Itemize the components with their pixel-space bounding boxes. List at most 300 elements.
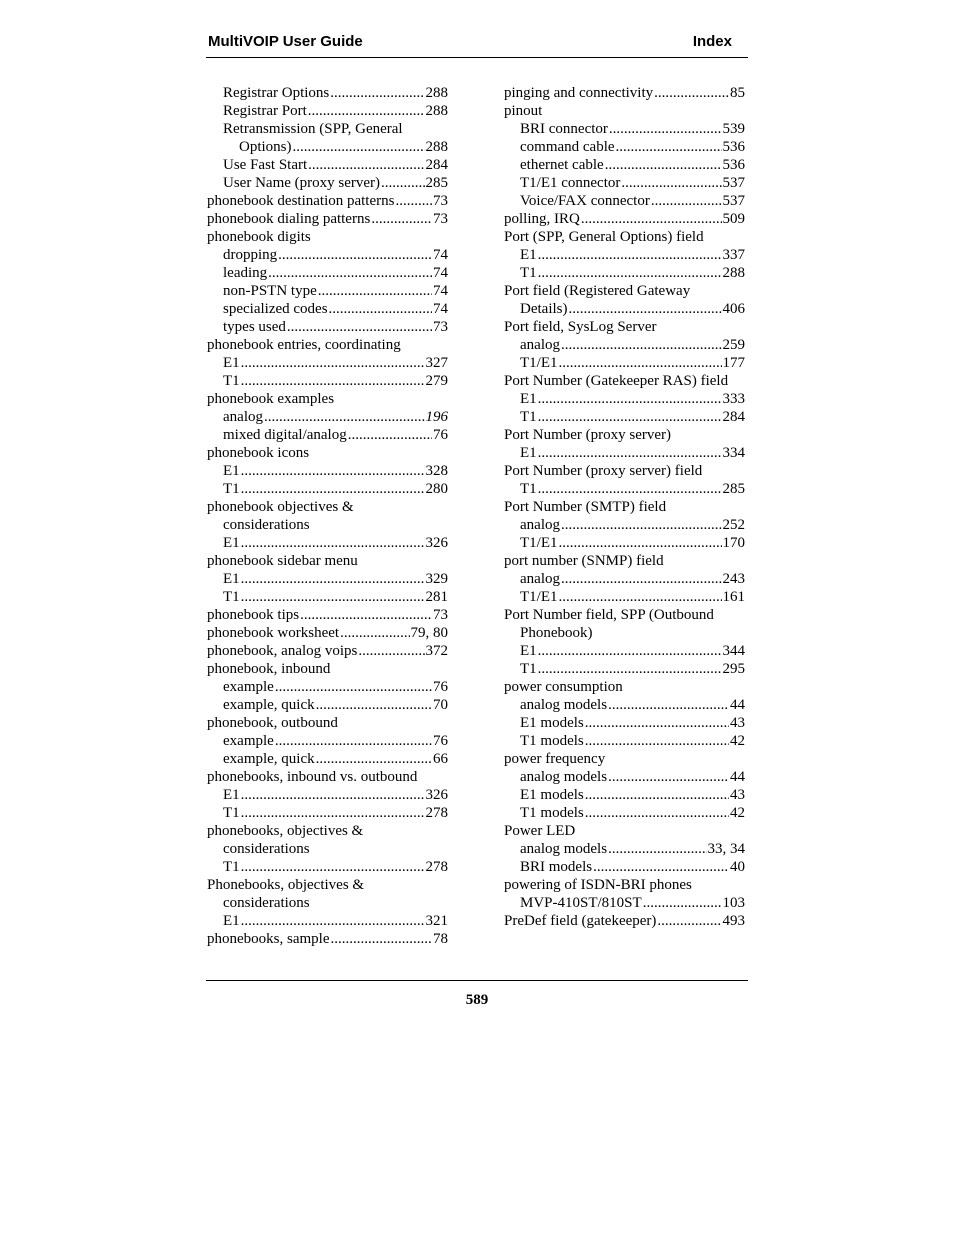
- index-term: Power LED: [504, 823, 576, 839]
- index-term: E1: [223, 571, 240, 587]
- page-reference: 536: [722, 139, 745, 155]
- index-entry: [207, 156, 448, 174]
- index-term: Options): [239, 139, 292, 155]
- page-reference: 288: [425, 85, 448, 101]
- leader-dots: [608, 696, 729, 714]
- page-reference: 285: [722, 481, 745, 497]
- index-entry: [504, 336, 745, 354]
- index-term: phonebooks, inbound vs. outbound: [207, 769, 418, 785]
- index-term: T1: [520, 409, 537, 425]
- index-entry: [207, 408, 448, 426]
- index-entry: [504, 876, 745, 894]
- index-term: phonebook dialing patterns: [207, 211, 371, 227]
- page-reference: 79, 80: [410, 625, 448, 641]
- index-entry: [207, 390, 448, 408]
- index-term: User Name (proxy server): [223, 175, 381, 191]
- index-term: phonebook sidebar menu: [207, 553, 358, 569]
- index-term: PreDef field (gatekeeper): [504, 913, 657, 929]
- index-term: T1: [223, 481, 240, 497]
- leader-dots: [330, 930, 432, 948]
- index-entry: [504, 282, 745, 300]
- leader-dots: [241, 372, 425, 390]
- index-entry: [207, 534, 448, 552]
- index-term: E1: [520, 247, 537, 263]
- index-entry: [207, 264, 448, 282]
- index-entry: [504, 192, 745, 210]
- index-entry: [504, 714, 745, 732]
- index-term: example, quick: [223, 751, 315, 767]
- index-entry: [207, 282, 448, 300]
- index-column-right: [504, 84, 745, 930]
- index-entry: [207, 498, 448, 516]
- index-term: analog: [520, 517, 560, 533]
- index-term: command cable: [520, 139, 615, 155]
- index-term: Phonebooks, objectives &: [207, 877, 365, 893]
- index-term: considerations: [223, 895, 310, 911]
- index-term: phonebook, analog voips: [207, 643, 358, 659]
- index-term: example: [223, 733, 274, 749]
- leader-dots: [608, 840, 706, 858]
- footer-rule: [206, 980, 748, 981]
- index-entry: [207, 930, 448, 948]
- index-term: phonebook digits: [207, 229, 311, 245]
- index-term: considerations: [223, 517, 310, 533]
- leader-dots: [654, 84, 729, 102]
- page-reference: 329: [425, 571, 448, 587]
- page-reference: 288: [425, 103, 448, 119]
- leader-dots: [605, 156, 722, 174]
- index-entry: [504, 408, 745, 426]
- index-entry: [207, 570, 448, 588]
- page-reference: 161: [722, 589, 745, 605]
- index-term: polling, IRQ: [504, 211, 580, 227]
- index-term: dropping: [223, 247, 278, 263]
- index-term: phonebooks, sample: [207, 931, 330, 947]
- index-term: types used: [223, 319, 286, 335]
- index-term: analog models: [520, 841, 608, 857]
- page-reference: 74: [433, 283, 448, 299]
- index-term: T1/E1: [520, 589, 558, 605]
- page-reference: 288: [425, 139, 448, 155]
- index-entry: [207, 768, 448, 786]
- page-reference: 177: [722, 355, 745, 371]
- index-term: phonebook objectives &: [207, 499, 354, 515]
- index-term: T1: [520, 481, 537, 497]
- index-term: port number (SNMP) field: [504, 553, 664, 569]
- index-entry: [504, 534, 745, 552]
- index-entry: [207, 804, 448, 822]
- leader-dots: [561, 516, 722, 534]
- index-term: Voice/FAX connector: [520, 193, 650, 209]
- index-term: E1 models: [520, 787, 584, 803]
- page-reference: 73: [433, 211, 448, 227]
- leader-dots: [585, 714, 729, 732]
- page-reference: 42: [730, 733, 745, 749]
- page-reference: 537: [722, 193, 745, 209]
- index-term: analog models: [520, 769, 608, 785]
- leader-dots: [381, 174, 424, 192]
- leader-dots: [568, 300, 721, 318]
- index-entry: [504, 462, 745, 480]
- index-term: E1: [520, 445, 537, 461]
- index-term: Port Number (proxy server): [504, 427, 672, 443]
- index-term: powering of ISDN-BRI phones: [504, 877, 692, 893]
- index-term: Details): [520, 301, 568, 317]
- page-reference: 252: [722, 517, 745, 533]
- page-reference: 285: [425, 175, 448, 191]
- index-term: T1: [223, 805, 240, 821]
- index-term: Registrar Port: [223, 103, 307, 119]
- page-reference: 74: [433, 265, 448, 281]
- page-reference: 43: [730, 787, 745, 803]
- index-term: phonebook destination patterns: [207, 193, 395, 209]
- index-term: T1: [520, 265, 537, 281]
- index-term: phonebooks, objectives &: [207, 823, 364, 839]
- index-entry: [207, 480, 448, 498]
- page-reference: 537: [722, 175, 745, 191]
- page-reference: 243: [722, 571, 745, 587]
- index-term: Phonebook): [520, 625, 593, 641]
- leader-dots: [329, 300, 432, 318]
- index-entry: [207, 210, 448, 228]
- page-reference: 73: [433, 193, 448, 209]
- index-entry: [207, 624, 448, 642]
- index-entry: [207, 102, 448, 120]
- index-entry: [207, 732, 448, 750]
- page-reference: 334: [722, 445, 745, 461]
- leader-dots: [559, 588, 722, 606]
- index-entry: [504, 300, 745, 318]
- leader-dots: [651, 192, 722, 210]
- index-entry: [207, 516, 448, 534]
- leader-dots: [538, 444, 722, 462]
- leader-dots: [264, 408, 425, 426]
- index-term: T1/E1 connector: [520, 175, 621, 191]
- page-reference: 196: [425, 409, 448, 425]
- page-reference: 539: [722, 121, 745, 137]
- index-term: Port Number (SMTP) field: [504, 499, 667, 515]
- page-reference: 42: [730, 805, 745, 821]
- page-header: [206, 33, 748, 53]
- index-term: analog: [520, 337, 560, 353]
- index-term: analog models: [520, 697, 608, 713]
- index-entry: [504, 786, 745, 804]
- index-term: mixed digital/analog: [223, 427, 347, 443]
- page-reference: 295: [722, 661, 745, 677]
- index-entry: [504, 660, 745, 678]
- leader-dots: [340, 624, 409, 642]
- leader-dots: [358, 642, 424, 660]
- index-term: ethernet cable: [520, 157, 604, 173]
- index-entry: [504, 840, 745, 858]
- index-entry: [504, 822, 745, 840]
- leader-dots: [559, 354, 722, 372]
- index-entry: [207, 192, 448, 210]
- index-term: T1 models: [520, 733, 584, 749]
- index-entry: [207, 336, 448, 354]
- index-entry: [504, 678, 745, 696]
- index-term: E1: [223, 463, 240, 479]
- index-entry: [504, 750, 745, 768]
- index-entry: [207, 714, 448, 732]
- leader-dots: [293, 138, 425, 156]
- index-term: MVP-410ST/810ST: [520, 895, 642, 911]
- index-entry: [504, 732, 745, 750]
- index-term: E1 models: [520, 715, 584, 731]
- index-entry: [504, 426, 745, 444]
- index-term: phonebook icons: [207, 445, 310, 461]
- index-entry: [504, 912, 745, 930]
- index-entry: [207, 318, 448, 336]
- index-entry: [504, 372, 745, 390]
- index-entry: [207, 246, 448, 264]
- index-term: T1: [223, 859, 240, 875]
- index-term: power consumption: [504, 679, 623, 695]
- leader-dots: [275, 678, 432, 696]
- index-entry: [207, 138, 448, 156]
- index-entry: [207, 588, 448, 606]
- leader-dots: [561, 336, 722, 354]
- index-term: Port Number field, SPP (Outbound: [504, 607, 714, 623]
- index-entry: [504, 102, 745, 120]
- leader-dots: [585, 804, 729, 822]
- index-term: phonebook, inbound: [207, 661, 331, 677]
- index-term: T1/E1: [520, 355, 558, 371]
- document-title: MultiVOIP User Guide: [208, 33, 363, 50]
- index-entry: [504, 354, 745, 372]
- index-entry: [207, 822, 448, 840]
- page-reference: 278: [425, 859, 448, 875]
- index-term: analog: [520, 571, 560, 587]
- leader-dots: [278, 246, 432, 264]
- index-entry: [207, 228, 448, 246]
- leader-dots: [559, 534, 722, 552]
- index-entry: [504, 516, 745, 534]
- page-reference: 103: [722, 895, 745, 911]
- index-entry: [207, 174, 448, 192]
- page-reference: 43: [730, 715, 745, 731]
- leader-dots: [538, 246, 722, 264]
- index-entry: [504, 480, 745, 498]
- leader-dots: [241, 462, 425, 480]
- page-reference: 76: [433, 679, 448, 695]
- leader-dots: [316, 750, 432, 768]
- leader-dots: [585, 732, 729, 750]
- index-term: phonebook examples: [207, 391, 335, 407]
- index-term: Port Number (proxy server) field: [504, 463, 703, 479]
- section-title: Index: [692, 33, 732, 50]
- page-reference: 78: [433, 931, 448, 947]
- index-term: E1: [223, 535, 240, 551]
- index-entry: [207, 786, 448, 804]
- index-entry: [504, 444, 745, 462]
- index-term: power frequency: [504, 751, 606, 767]
- leader-dots: [300, 606, 432, 624]
- page-reference: 259: [722, 337, 745, 353]
- index-entry: [207, 642, 448, 660]
- leader-dots: [241, 912, 425, 930]
- leader-dots: [538, 642, 722, 660]
- index-entry: [504, 696, 745, 714]
- index-entry: [504, 624, 745, 642]
- index-entry: [504, 84, 745, 102]
- index-term: T1: [223, 589, 240, 605]
- leader-dots: [241, 588, 425, 606]
- index-term: example, quick: [223, 697, 315, 713]
- leader-dots: [241, 534, 425, 552]
- leader-dots: [561, 570, 722, 588]
- index-entry: [207, 840, 448, 858]
- page-reference: 278: [425, 805, 448, 821]
- page-reference: 66: [433, 751, 448, 767]
- page-reference: 85: [730, 85, 745, 101]
- index-term: pinout: [504, 103, 543, 119]
- page-reference: 281: [425, 589, 448, 605]
- page-reference: 326: [425, 535, 448, 551]
- page-reference: 40: [730, 859, 745, 875]
- leader-dots: [268, 264, 432, 282]
- leader-dots: [241, 480, 425, 498]
- page-reference: 328: [425, 463, 448, 479]
- leader-dots: [308, 102, 425, 120]
- index-column-left: [207, 84, 448, 948]
- index-entry: [207, 606, 448, 624]
- page-reference: 344: [722, 643, 745, 659]
- index-term: Port (SPP, General Options) field: [504, 229, 704, 245]
- leader-dots: [538, 660, 722, 678]
- leader-dots: [316, 696, 432, 714]
- index-entry: [207, 120, 448, 138]
- leader-dots: [308, 156, 424, 174]
- leader-dots: [241, 804, 425, 822]
- index-entry: [504, 138, 745, 156]
- index-term: E1: [520, 643, 537, 659]
- index-entry: [504, 318, 745, 336]
- index-term: E1: [223, 355, 240, 371]
- leader-dots: [593, 858, 729, 876]
- index-term: T1/E1: [520, 535, 558, 551]
- page-reference: 74: [433, 247, 448, 263]
- index-term: phonebook tips: [207, 607, 300, 623]
- index-term: example: [223, 679, 274, 695]
- page-reference: 509: [722, 211, 745, 227]
- leader-dots: [581, 210, 722, 228]
- index-entry: [207, 894, 448, 912]
- index-term: E1: [223, 787, 240, 803]
- index-entry: [504, 804, 745, 822]
- index-entry: [207, 84, 448, 102]
- index-term: BRI models: [520, 859, 593, 875]
- leader-dots: [538, 408, 722, 426]
- index-entry: [207, 678, 448, 696]
- index-term: E1: [520, 391, 537, 407]
- index-entry: [207, 876, 448, 894]
- leader-dots: [616, 138, 722, 156]
- index-entry: [504, 390, 745, 408]
- leader-dots: [609, 120, 722, 138]
- leader-dots: [318, 282, 432, 300]
- index-entry: [207, 372, 448, 390]
- leader-dots: [621, 174, 721, 192]
- index-term: phonebook entries, coordinating: [207, 337, 401, 353]
- index-entry: [207, 750, 448, 768]
- page-reference: 73: [433, 319, 448, 335]
- page-reference: 337: [722, 247, 745, 263]
- index-term: T1: [520, 661, 537, 677]
- leader-dots: [330, 84, 424, 102]
- page-reference: 73: [433, 607, 448, 623]
- page-reference: 327: [425, 355, 448, 371]
- leader-dots: [608, 768, 729, 786]
- index-term: Registrar Options: [223, 85, 330, 101]
- leader-dots: [241, 570, 425, 588]
- page-reference: 284: [722, 409, 745, 425]
- page-reference: 76: [433, 733, 448, 749]
- index-entry: [504, 156, 745, 174]
- page-reference: 406: [722, 301, 745, 317]
- index-entry: [504, 174, 745, 192]
- leader-dots: [287, 318, 432, 336]
- index-entry: [504, 498, 745, 516]
- index-term: Port field (Registered Gateway: [504, 283, 691, 299]
- index-entry: [504, 264, 745, 282]
- index-entry: [207, 354, 448, 372]
- index-entry: [504, 606, 745, 624]
- leader-dots: [538, 264, 722, 282]
- page-reference: 76: [433, 427, 448, 443]
- leader-dots: [241, 858, 425, 876]
- page-reference: 279: [425, 373, 448, 389]
- leader-dots: [585, 786, 729, 804]
- index-entry: [207, 858, 448, 876]
- index-entry: [207, 912, 448, 930]
- index-entry: [207, 660, 448, 678]
- page-reference: 536: [722, 157, 745, 173]
- index-entry: [504, 768, 745, 786]
- index-term: leading: [223, 265, 268, 281]
- index-term: pinging and connectivity: [504, 85, 654, 101]
- index-entry: [207, 462, 448, 480]
- index-term: Use Fast Start: [223, 157, 308, 173]
- page-reference: 284: [425, 157, 448, 173]
- index-term: non-PSTN type: [223, 283, 317, 299]
- page-reference: 372: [425, 643, 448, 659]
- index-entry: [504, 642, 745, 660]
- leader-dots: [241, 354, 425, 372]
- leader-dots: [348, 426, 432, 444]
- page-reference: 321: [425, 913, 448, 929]
- page-reference: 170: [722, 535, 745, 551]
- leader-dots: [657, 912, 721, 930]
- index-entry: [504, 588, 745, 606]
- index-term: phonebook worksheet: [207, 625, 340, 641]
- leader-dots: [538, 480, 722, 498]
- index-entry: [207, 696, 448, 714]
- page-reference: 70: [433, 697, 448, 713]
- leader-dots: [538, 390, 722, 408]
- page-number: 589: [465, 992, 489, 1008]
- index-term: considerations: [223, 841, 310, 857]
- index-term: E1: [223, 913, 240, 929]
- index-entry: [504, 894, 745, 912]
- index-entry: [207, 444, 448, 462]
- index-entry: [504, 552, 745, 570]
- index-term: T1 models: [520, 805, 584, 821]
- index-term: analog: [223, 409, 263, 425]
- index-term: specialized codes: [223, 301, 328, 317]
- index-entry: [504, 228, 745, 246]
- index-entry: [504, 858, 745, 876]
